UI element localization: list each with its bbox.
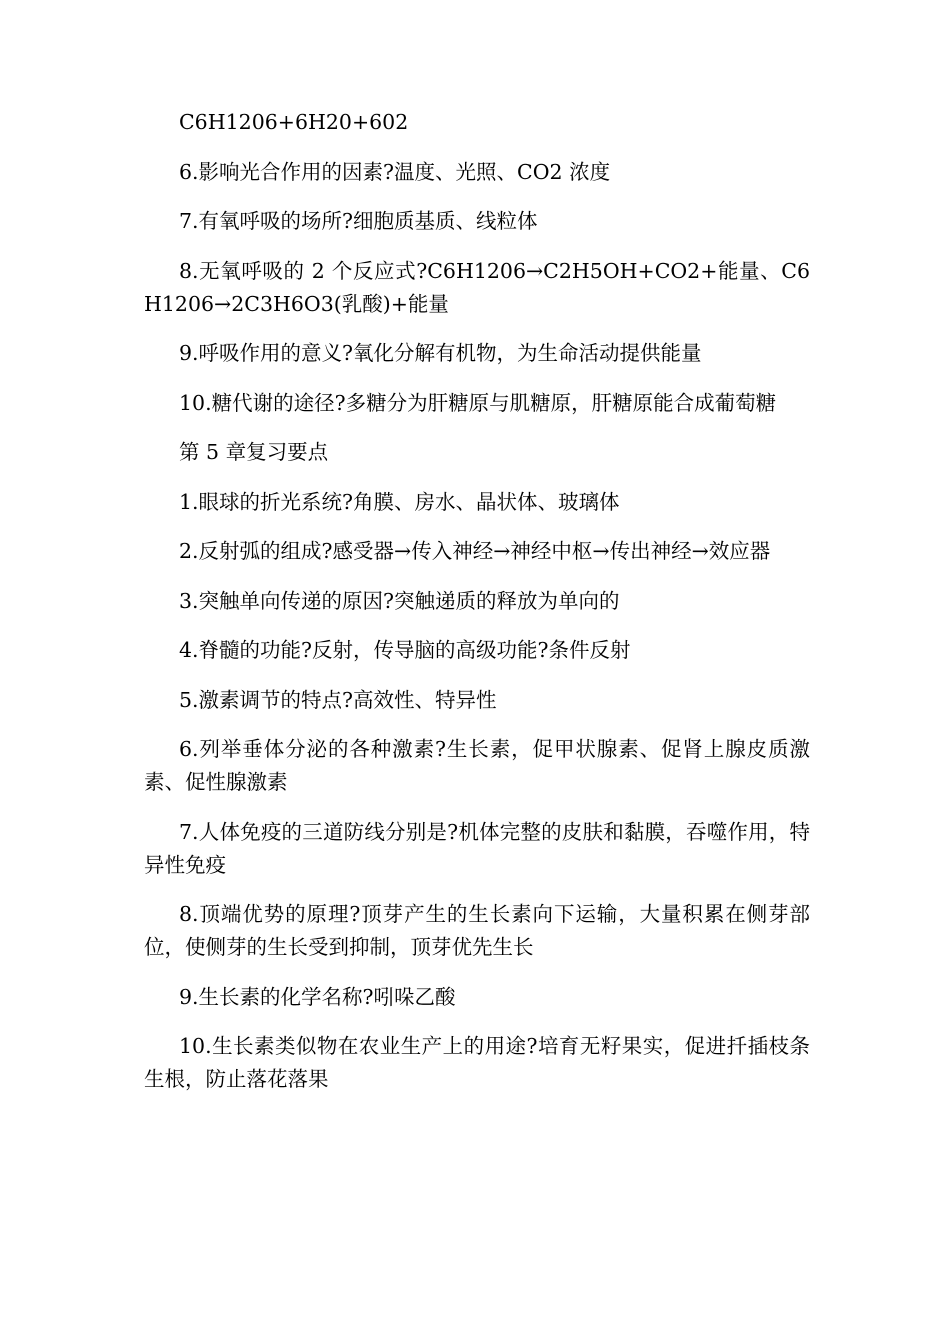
section-heading: 第 5 章复习要点 [179,440,329,464]
list-item: 6.列举垂体分泌的各种激素?生长素，促甲状腺素、促肾上腺皮质激素、促性腺激素 [144,737,810,794]
formula-line: C6H1206+6H20+602 [179,110,409,134]
document-body [144,106,810,1113]
list-item: 9.呼吸作用的意义?氧化分解有机物，为生命活动提供能量 [179,341,702,365]
list-item: 7.人体免疫的三道防线分别是?机体完整的皮肤和黏膜，吞噬作用，特异性免疫 [144,819,810,877]
list-item: 4.脊髓的功能?反射，传导脑的高级功能?条件反射 [179,638,631,662]
list-item: 10.糖代谢的途径?多糖分为肝糖原与肌糖原，肝糖原能合成葡萄糖 [179,390,777,415]
list-item: 7.有氧呼吸的场所?细胞质基质、线粒体 [179,209,538,233]
list-item: 10.生长素类似物在农业生产上的用途?培育无籽果实，促进扦插枝条生根，防止落花落果 [144,1034,810,1091]
list-item: 3.突触单向传递的原因?突触递质的释放为单向的 [179,588,620,613]
list-item: 5.激素调节的特点?高效性、特异性 [179,687,497,712]
list-item: 8.无氧呼吸的 2 个反应式?C6H1206→C2H5OH+CO2+能量、C6H1206→2C3H6O3(乳酸)+能量 [144,258,810,316]
list-item: 8.顶端优势的原理?顶芽产生的生长素向下运输，大量积累在侧芽部位，使侧芽的生长受到抑制，顶芽优先生长 [144,902,810,959]
list-item: 1.眼球的折光系统?角膜、房水、晶状体、玻璃体 [179,489,620,514]
list-item: 2.反射弧的组成?感受器→传入神经→神经中枢→传出神经→效应器 [179,539,771,563]
list-item: 9.生长素的化学名称?吲哚乙酸 [179,984,456,1009]
list-item: 6.影响光合作用的因素?温度、光照、CO2 浓度 [179,159,611,184]
